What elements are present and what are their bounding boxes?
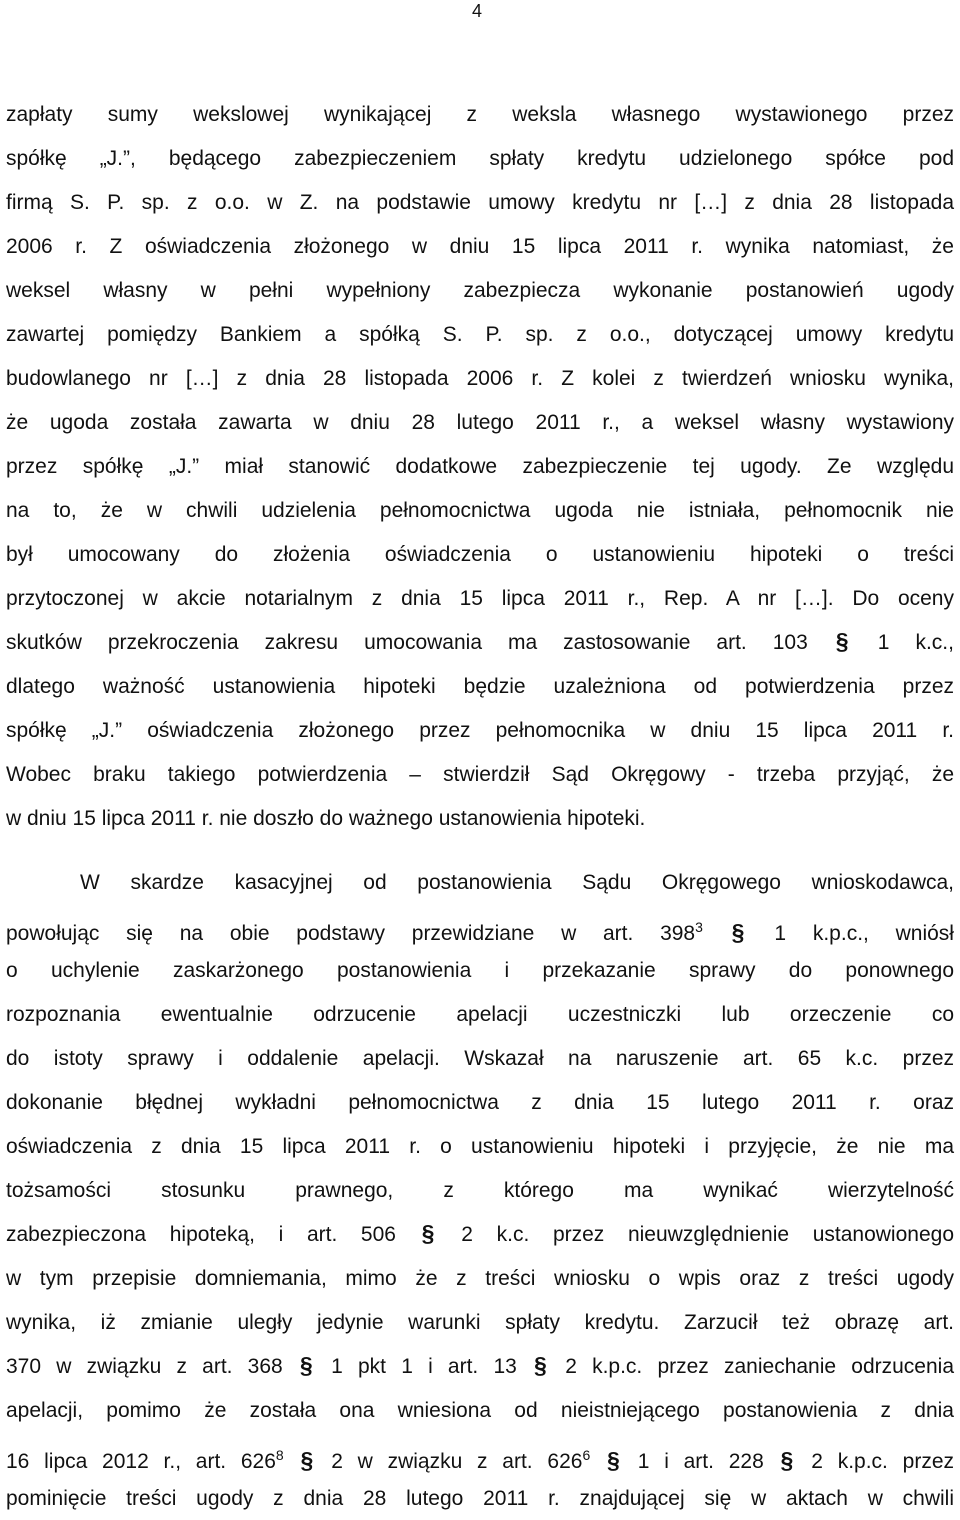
text-line: dlatego ważność ustanowienia hipoteki będzie uzależniona od potwierdzenia przez bbox=[6, 675, 954, 698]
text-line: 2006 r. Z oświadczenia złożonego w dniu 15 lipca 2011 r. wynika natomiast, że bbox=[6, 235, 954, 258]
text-line: W skardze kasacyjnej od postanowienia Sądu Okręgowego wnioskodawca, bbox=[80, 871, 954, 894]
superscript: 6 bbox=[582, 1447, 591, 1463]
text-line: w tym przepisie domniemania, mimo że z treści wniosku o wpis oraz z treści ugody bbox=[6, 1267, 954, 1290]
section-sign bbox=[781, 1449, 795, 1473]
text-line: dokonanie błędnej wykładni pełnomocnictwa z dnia 15 lutego 2011 r. oraz bbox=[6, 1091, 954, 1114]
text-line: Wobec braku takiego potwierdzenia – stwierdził Sąd Okręgowy - trzeba przyjąć, że bbox=[6, 763, 954, 786]
text-line bbox=[6, 1354, 954, 1380]
section-sign bbox=[300, 1354, 314, 1378]
section-sign bbox=[836, 630, 850, 654]
text-segment: skutków przekroczenia zakresu umocowania ma zastosowanie art. 103 bbox=[6, 631, 808, 654]
text-line: w dniu 15 lipca 2011 r. nie doszło do ważnego ustanowienia hipoteki. bbox=[6, 807, 646, 830]
text-line: tożsamości stosunku prawnego, z którego ma wynikać wierzytelność bbox=[6, 1179, 954, 1202]
text-line: weksel własny w pełni wypełniony zabezpiecza wykonanie postanowień ugody bbox=[6, 279, 954, 302]
text-segment: 2 k.p.c. przez bbox=[811, 1450, 955, 1473]
text-line bbox=[6, 1442, 954, 1475]
text-segment: 370 w związku z art. 368 bbox=[6, 1355, 283, 1378]
text-line: firmą S. P. sp. z o.o. w Z. na podstawie umowy kredytu nr […] z dnia 28 listopada bbox=[6, 191, 954, 214]
text-line: rozpoznania ewentualnie odrzucenie apelacji uczestniczki lub orzeczenie co bbox=[6, 1003, 954, 1026]
text-line: apelacji, pomimo że została ona wniesiona od nieistniejącego postanowienia z dnia bbox=[6, 1399, 954, 1422]
text-segment: zabezpieczona hipoteką, i art. 506 bbox=[6, 1223, 396, 1246]
text-line: pominięcie treści ugody z dnia 28 lutego 2011 r. znajdującej się w aktach w chwili bbox=[6, 1487, 954, 1510]
text-line: spółkę „J.” oświadczenia złożonego przez pełnomocnika w dniu 15 lipca 2011 r. bbox=[6, 719, 954, 742]
text-segment: 1 i art. 228 bbox=[637, 1450, 764, 1473]
text-line: przez spółkę „J.” miał stanowić dodatkowe zabezpieczenie tej ugody. Ze względu bbox=[6, 455, 954, 478]
text-segment: 2 k.c. przez nieuwzględnienie ustanowionego bbox=[461, 1223, 954, 1246]
text-line: o uchylenie zaskarżonego postanowienia i przekazanie sprawy do ponownego bbox=[6, 959, 954, 982]
text-segment: 1 k.p.c., wniósł bbox=[774, 922, 954, 945]
text-line bbox=[6, 630, 954, 656]
text-line: był umocowany do złożenia oświadczenia o ustanowieniu hipoteki o treści bbox=[6, 543, 954, 566]
text-line: wynika, iż zmianie uległy jedynie warunki spłaty kredytu. Zarzucił też obrazę art. bbox=[6, 1311, 954, 1334]
text-line: do istoty sprawy i oddalenie apelacji. Wskazał na naruszenie art. 65 k.c. przez bbox=[6, 1047, 954, 1070]
section-sign bbox=[534, 1354, 548, 1378]
text-line: zawartej pomiędzy Bankiem a spółką S. P. sp. z o.o., dotyczącej umowy kredytu bbox=[6, 323, 954, 346]
text-line: spółkę „J.”, będącego zabezpieczeniem spłaty kredytu udzielonego spółce pod bbox=[6, 147, 954, 170]
text-segment: 1 k.c., bbox=[877, 631, 954, 654]
text-segment: 16 lipca 2012 r., art. 626 bbox=[6, 1450, 276, 1473]
section-sign bbox=[300, 1449, 314, 1473]
section-sign bbox=[422, 1222, 436, 1246]
text-line: budowlanego nr […] z dnia 28 listopada 2006 r. Z kolei z twierdzeń wniosku wynika, bbox=[6, 367, 954, 390]
text-segment: 2 k.p.c. przez zaniechanie odrzucenia bbox=[565, 1355, 955, 1378]
text-line: na to, że w chwili udzielenia pełnomocnictwa ugoda nie istniała, pełnomocnik nie bbox=[6, 499, 954, 522]
text-line: przytoczonej w akcie notarialnym z dnia 15 lipca 2011 r., Rep. A nr […]. Do oceny bbox=[6, 587, 954, 610]
text-line bbox=[6, 914, 954, 947]
text-line bbox=[6, 1222, 954, 1248]
text-line: że ugoda została zawarta w dniu 28 lutego 2011 r., a weksel własny wystawiony bbox=[6, 411, 954, 434]
section-sign bbox=[607, 1449, 621, 1473]
text-segment: powołując się na obie podstawy przewidziane w art. 398 bbox=[6, 922, 696, 945]
superscript: 8 bbox=[275, 1447, 284, 1463]
text-line: zapłaty sumy wekslowej wynikającej z weksla własnego wystawionego przez bbox=[6, 103, 954, 126]
superscript: 3 bbox=[695, 919, 703, 935]
page-number: 4 bbox=[472, 1, 483, 21]
text-segment: 1 pkt 1 i art. 13 bbox=[331, 1355, 517, 1378]
text-line: oświadczenia z dnia 15 lipca 2011 r. o ustanowieniu hipoteki i przyjęcie, że nie ma bbox=[6, 1135, 954, 1158]
text-segment: 2 w związku z art. 626 bbox=[331, 1450, 583, 1473]
section-sign bbox=[732, 921, 746, 945]
